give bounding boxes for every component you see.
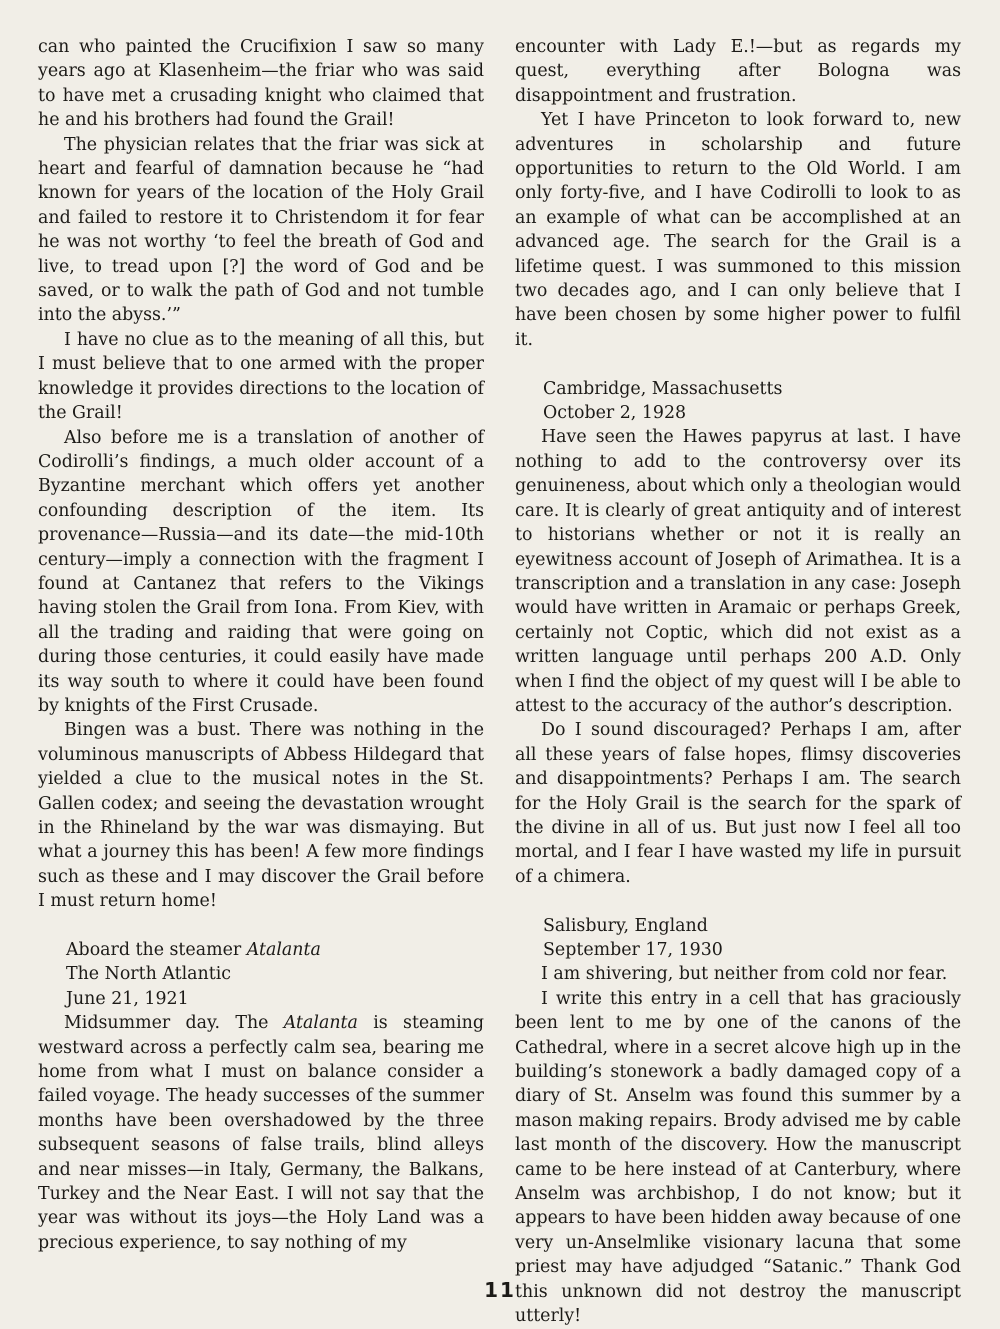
paragraph: Yet I have Princeton to look forward to, new adventures in scholarship and future opportunities to return to the Old World. I am only forty-five, and I have Codirolli to look to as an example of what can be accomplished at an advanced age. The search for the Grail is a lifetime quest. I was summoned to this mission two decades ago, and I can only believe that I have been chosen by some higher power to fulfil it. (515, 110, 961, 350)
entry-date: October 2, 1928 (543, 403, 687, 424)
paragraph: Do I sound discouraged? Perhaps I am, after all these years of false hopes, flimsy discoveries and disappointments? Perhaps I am. The search for the Holy Grail is the search for the spark of the divine in all of us. But just now I feel all too mortal, and I fear I have wasted my life in pursuit of a chimera. (515, 720, 961, 887)
ship-name: Atalanta (246, 940, 321, 961)
diary-entry-heading (515, 914, 961, 963)
entry-date: September 17, 1930 (543, 940, 723, 960)
ship-name: Atalanta (283, 1013, 358, 1034)
entry-location: Aboard the steamer Atalanta (66, 940, 321, 961)
paragraph: can who painted the Crucifixion I saw so many years ago at Klasenheim—the friar who was said to have met a crusading knight who claimed that he and his brothers had found the Grail! (38, 37, 484, 131)
left-column (38, 35, 484, 1255)
paragraph: Have seen the Hawes papyrus at last. I have nothing to add to the controversy over its genuineness, about which only a theologian would care. It is clearly of great antiquity and of interest to historians whether or not it is really an eyewitness account of Joseph of Arimathea. It is a transcription and a translation in any case: Joseph would have written in Aramaic or perhaps Greek, certainly not Coptic, which did not exist as a written language until perhaps 200 A.D. Only when I find the object of my quest will I be able to attest to the accuracy of the author’s description. (515, 427, 961, 716)
entry-date: June 21, 1921 (66, 988, 189, 1009)
right-column (515, 35, 961, 1329)
paragraph: Bingen was a bust. There was nothing in the voluminous manuscripts of Abbess Hildegard that yielded a clue to the musical notes in the St. Gallen codex; and seeing the devastation wrought in the Rhineland by the war was dismaying. But what a journey this has been! A few more findings such as these and I may discover the Grail before I must return home! (38, 720, 484, 912)
diary-entry-heading (38, 938, 484, 1011)
paragraph: The physician relates that the friar was sick at heart and fearful of damnation because he “had known for years of the location of the Holy Grail and failed to restore it to Christendom it for fear he was not worthy ‘to feel the breath of God and live, to tread upon [?] the word of God and be saved, or to walk the path of God and not tumble into the abyss.’” (38, 134, 484, 326)
diary-entry-heading (515, 377, 961, 426)
entry-location-2: The North Atlantic (66, 964, 231, 985)
paragraph: Midsummer day. The Atalanta is steaming westward across a perfectly calm sea, bearing me home from what I must on balance consider a failed voyage. The heady successes of the summer months have been overshadowed by the three subsequent seasons of false trails, blind alleys and near misses—in Italy, Germany, the Balkans, Turkey and the Near East. I will not say that the year was without its joys—the Holy Land was a precious experience, to say nothing of my (38, 1013, 484, 1253)
paragraph: I am shivering, but neither from cold nor fear. (541, 964, 948, 985)
page-number: 11 (484, 1278, 516, 1302)
paragraph: Also before me is a translation of another of Codirolli’s findings, a much older account of a Byzantine merchant which offers yet another confounding description of the item. Its provenance—Russia—and its date—the mid-10th century—imply a connection with the fragment I found at Cantanez that refers to the Vikings having stolen the Grail from Iona. From Kiev, with all the trading and raiding that were going on during those centuries, it could easily have made its way south to where it could have been found by knights of the First Crusade. (38, 427, 484, 716)
paragraph: I write this entry in a cell that has graciously been lent to me by one of the canons of the Cathedral, where in a secret alcove high up in the building’s stonework a badly damaged copy of a diary of St. Anselm was found this summer by a mason making repairs. Brody advised me by cable last month of the discovery. How the manuscript came to be here instead of at Canterbury, where Anselm was archbishop, I do not know; but it appears to have been hidden away because of one very un-Anselmlike visionary lacuna that some priest may have adjudged “Satanic.” Thank God this unknown did not destroy the manuscript utterly! (515, 988, 961, 1327)
paragraph: encounter with Lady E.!—but as regards my quest, everything after Bologna was disappointment and frustration. (515, 37, 961, 106)
entry-location: Salisbury, England (543, 915, 708, 936)
paragraph: I have no clue as to the meaning of all this, but I must believe that to one armed with the proper knowledge it provides directions to the location of the Grail! (38, 329, 484, 424)
entry-location: Cambridge, Massachusetts (543, 378, 783, 399)
